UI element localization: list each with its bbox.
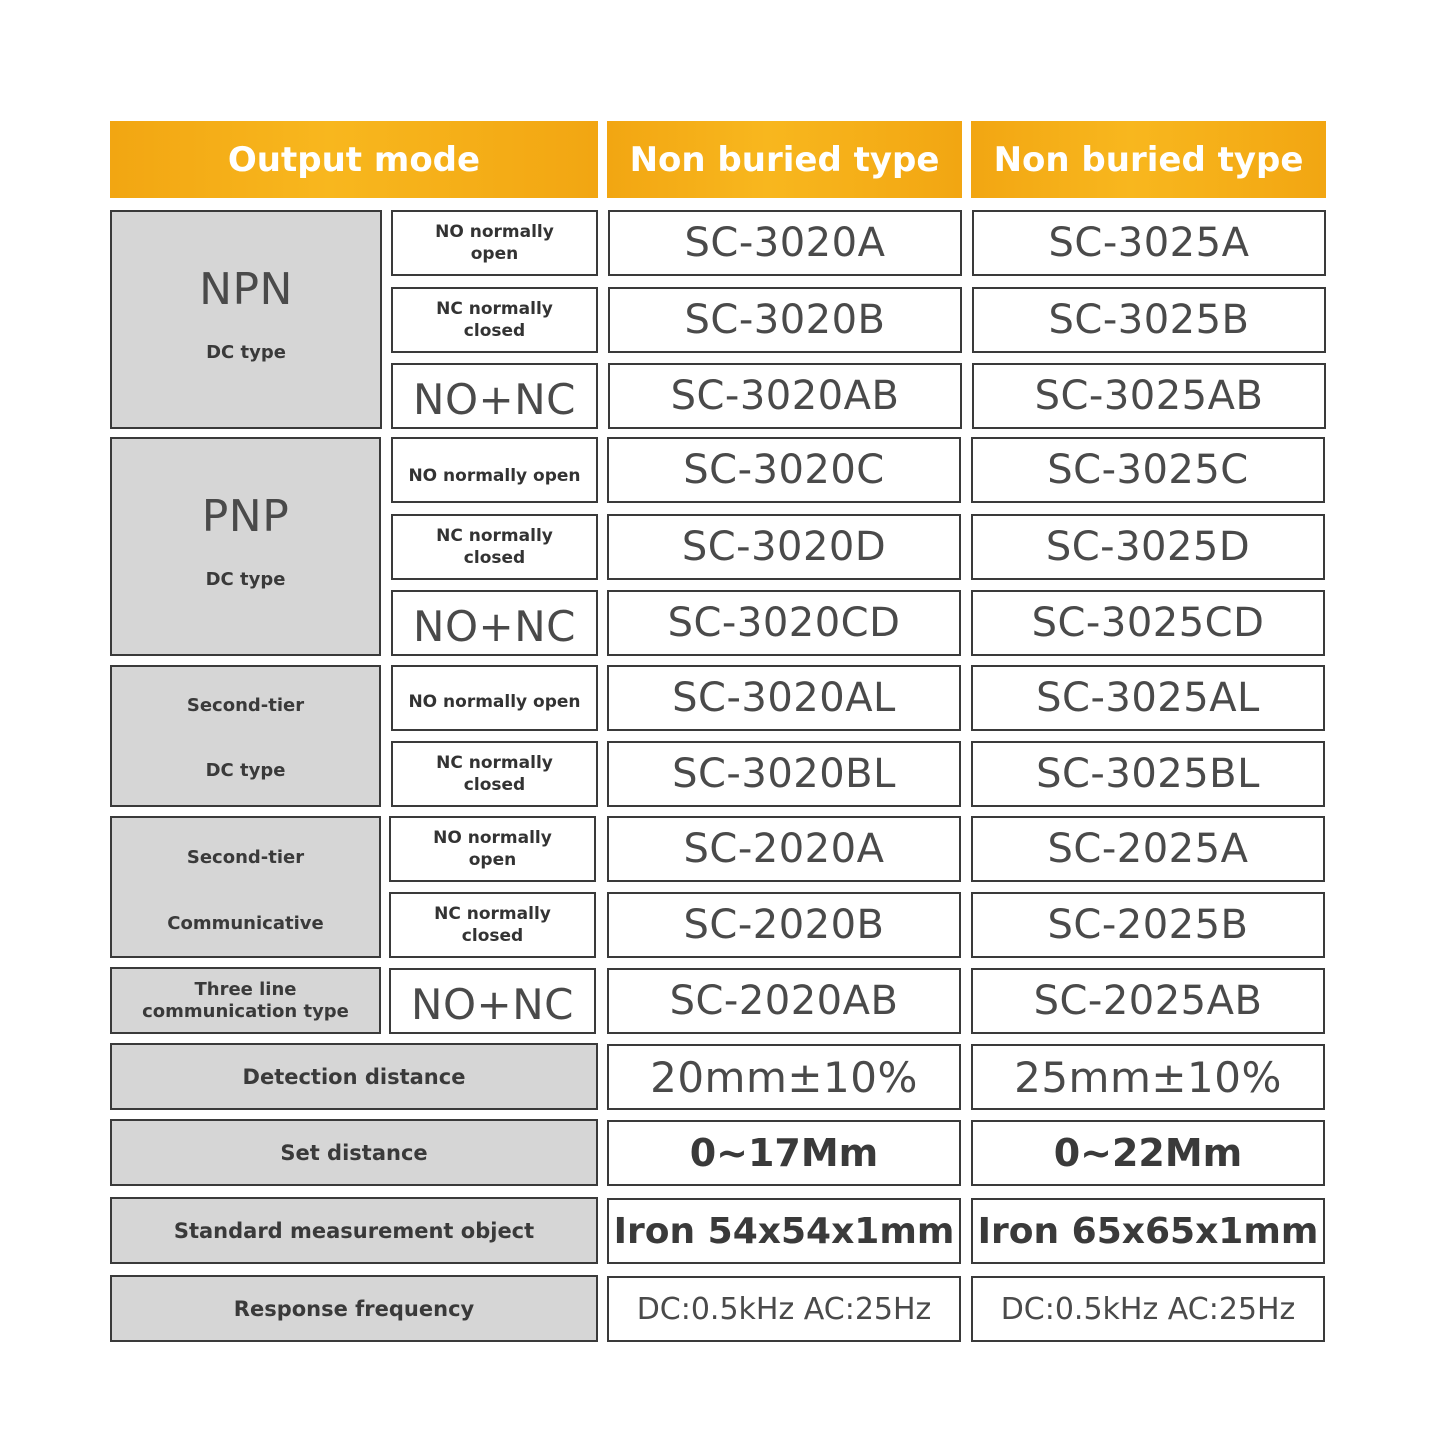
mode-cell-line1: NO normally open — [408, 692, 581, 712]
spec-value-a — [607, 1044, 961, 1110]
group-pnp-title: PNP — [201, 491, 290, 542]
model-cell-a — [608, 363, 962, 429]
group-second-tier-comm — [110, 816, 381, 958]
model-value: SC-3020C — [683, 447, 885, 493]
model-value: SC-3025AL — [1036, 675, 1260, 721]
group-npn — [110, 210, 382, 429]
mode-cell — [389, 816, 596, 882]
mode-cell-line2: open — [470, 244, 519, 264]
model-value: SC-3025AB — [1034, 373, 1264, 419]
mode-cell-line2: closed — [461, 926, 524, 946]
spec-label-text: Detection distance — [242, 1064, 466, 1089]
spec-value-text: 0~22Mm — [1053, 1131, 1243, 1175]
header-non-buried-type-1: Non buried type — [607, 121, 962, 198]
model-value: SC-2020A — [683, 826, 885, 872]
group-second-tier-dc — [110, 665, 381, 807]
spec-value-text: DC:0.5kHz AC:25Hz — [1000, 1291, 1296, 1327]
group-three-line-line2: communication type — [142, 1000, 349, 1022]
model-cell-a — [607, 590, 961, 656]
model-cell-a — [608, 287, 962, 353]
model-cell-a — [607, 741, 961, 807]
mode-cell — [391, 287, 598, 353]
group-npn-subtitle: DC type — [206, 342, 286, 363]
group-second-tier-dc-line1: Second-tier — [186, 695, 305, 716]
spec-value-b — [971, 1276, 1325, 1342]
group-three-line — [110, 967, 381, 1034]
model-value: SC-2025AB — [1033, 978, 1263, 1024]
spec-value-b — [971, 1198, 1325, 1264]
model-cell-a — [607, 816, 961, 882]
spec-label-response-frequency — [110, 1275, 598, 1342]
mode-cell — [391, 665, 598, 731]
group-pnp — [110, 437, 381, 656]
mode-cell-line2: closed — [463, 775, 526, 795]
model-cell-b — [971, 665, 1325, 731]
spec-value-a — [607, 1198, 961, 1264]
mode-cell — [391, 590, 598, 656]
mode-cell — [391, 437, 598, 503]
model-cell-b — [971, 590, 1325, 656]
mode-cell-line2: open — [468, 850, 517, 870]
spec-value-text: 25mm±10% — [1014, 1052, 1282, 1102]
mode-cell — [391, 514, 598, 580]
mode-cell-line1: NO+NC — [413, 601, 576, 651]
spec-value-text: 20mm±10% — [650, 1052, 918, 1102]
model-cell-b — [972, 363, 1326, 429]
spec-label-detection-distance — [110, 1043, 598, 1110]
spec-label-text: Standard measurement object — [173, 1218, 535, 1243]
mode-cell-line2: closed — [463, 321, 526, 341]
mode-cell — [389, 968, 596, 1034]
header-non-buried-type-2: Non buried type — [971, 121, 1326, 198]
model-cell-b — [971, 816, 1325, 882]
model-cell-b — [971, 514, 1325, 580]
model-cell-b — [972, 210, 1326, 276]
model-cell-b — [971, 741, 1325, 807]
mode-cell — [391, 363, 598, 429]
spec-label-text: Set distance — [280, 1140, 428, 1165]
model-value: SC-3020AB — [670, 373, 900, 419]
model-value: SC-3025CD — [1031, 600, 1265, 646]
mode-cell-line1: NC normally — [436, 299, 553, 319]
group-pnp-subtitle: DC type — [205, 569, 286, 590]
model-value: SC-3025BL — [1036, 751, 1260, 797]
group-second-tier-dc-line2: DC type — [205, 760, 286, 781]
mode-cell — [391, 210, 598, 276]
spec-value-b — [971, 1044, 1325, 1110]
spec-value-text: Iron 54x54x1mm — [613, 1210, 955, 1252]
model-cell-a — [607, 892, 961, 958]
spec-value-b — [971, 1120, 1325, 1186]
spec-label-set-distance — [110, 1119, 598, 1186]
model-cell-b — [971, 437, 1325, 503]
spec-value-text: 0~17Mm — [689, 1131, 879, 1175]
mode-cell-line1: NC normally — [436, 526, 553, 546]
group-second-tier-comm-line1: Second-tier — [186, 847, 305, 868]
model-value: SC-3025B — [1048, 297, 1250, 343]
model-cell-a — [607, 665, 961, 731]
spec-label-standard-object — [110, 1197, 598, 1264]
model-value: SC-3020BL — [672, 751, 896, 797]
mode-cell-line2: closed — [463, 548, 526, 568]
spec-value-a — [607, 1276, 961, 1342]
model-value: SC-2020AB — [669, 978, 899, 1024]
model-cell-b — [971, 892, 1325, 958]
model-cell-a — [607, 437, 961, 503]
spec-value-text: DC:0.5kHz AC:25Hz — [636, 1291, 932, 1327]
mode-cell — [389, 892, 596, 958]
model-value: SC-2025A — [1047, 826, 1249, 872]
mode-cell-line1: NO normally open — [408, 466, 581, 486]
mode-cell — [391, 741, 598, 807]
model-value: SC-3020A — [684, 220, 886, 266]
group-npn-title: NPN — [199, 264, 293, 315]
model-value: SC-2025B — [1047, 902, 1249, 948]
model-cell-a — [608, 210, 962, 276]
mode-cell-line1: NO normally — [433, 828, 552, 848]
model-value: SC-3025C — [1047, 447, 1249, 493]
model-value: SC-3020CD — [667, 600, 901, 646]
model-value: SC-3020B — [684, 297, 886, 343]
model-value: SC-3020D — [681, 524, 887, 570]
model-cell-b — [972, 287, 1326, 353]
spec-value-text: Iron 65x65x1mm — [977, 1210, 1319, 1252]
mode-cell-line1: NO normally — [435, 222, 554, 242]
mode-cell-line1: NO+NC — [411, 979, 574, 1029]
model-value: SC-3020AL — [672, 675, 896, 721]
model-cell-a — [607, 514, 961, 580]
group-second-tier-comm-line2: Communicative — [167, 913, 324, 934]
model-cell-b — [971, 968, 1325, 1034]
mode-cell-line1: NO+NC — [413, 374, 576, 424]
header-output-mode: Output mode — [110, 121, 598, 198]
model-value: SC-3025D — [1045, 524, 1251, 570]
model-cell-a — [607, 968, 961, 1034]
model-value: SC-2020B — [683, 902, 885, 948]
mode-cell-line1: NC normally — [436, 753, 553, 773]
model-value: SC-3025A — [1048, 220, 1250, 266]
group-three-line-line1: Three line — [194, 978, 297, 1000]
spec-value-a — [607, 1120, 961, 1186]
spec-label-text: Response frequency — [233, 1296, 475, 1321]
mode-cell-line1: NC normally — [434, 904, 551, 924]
